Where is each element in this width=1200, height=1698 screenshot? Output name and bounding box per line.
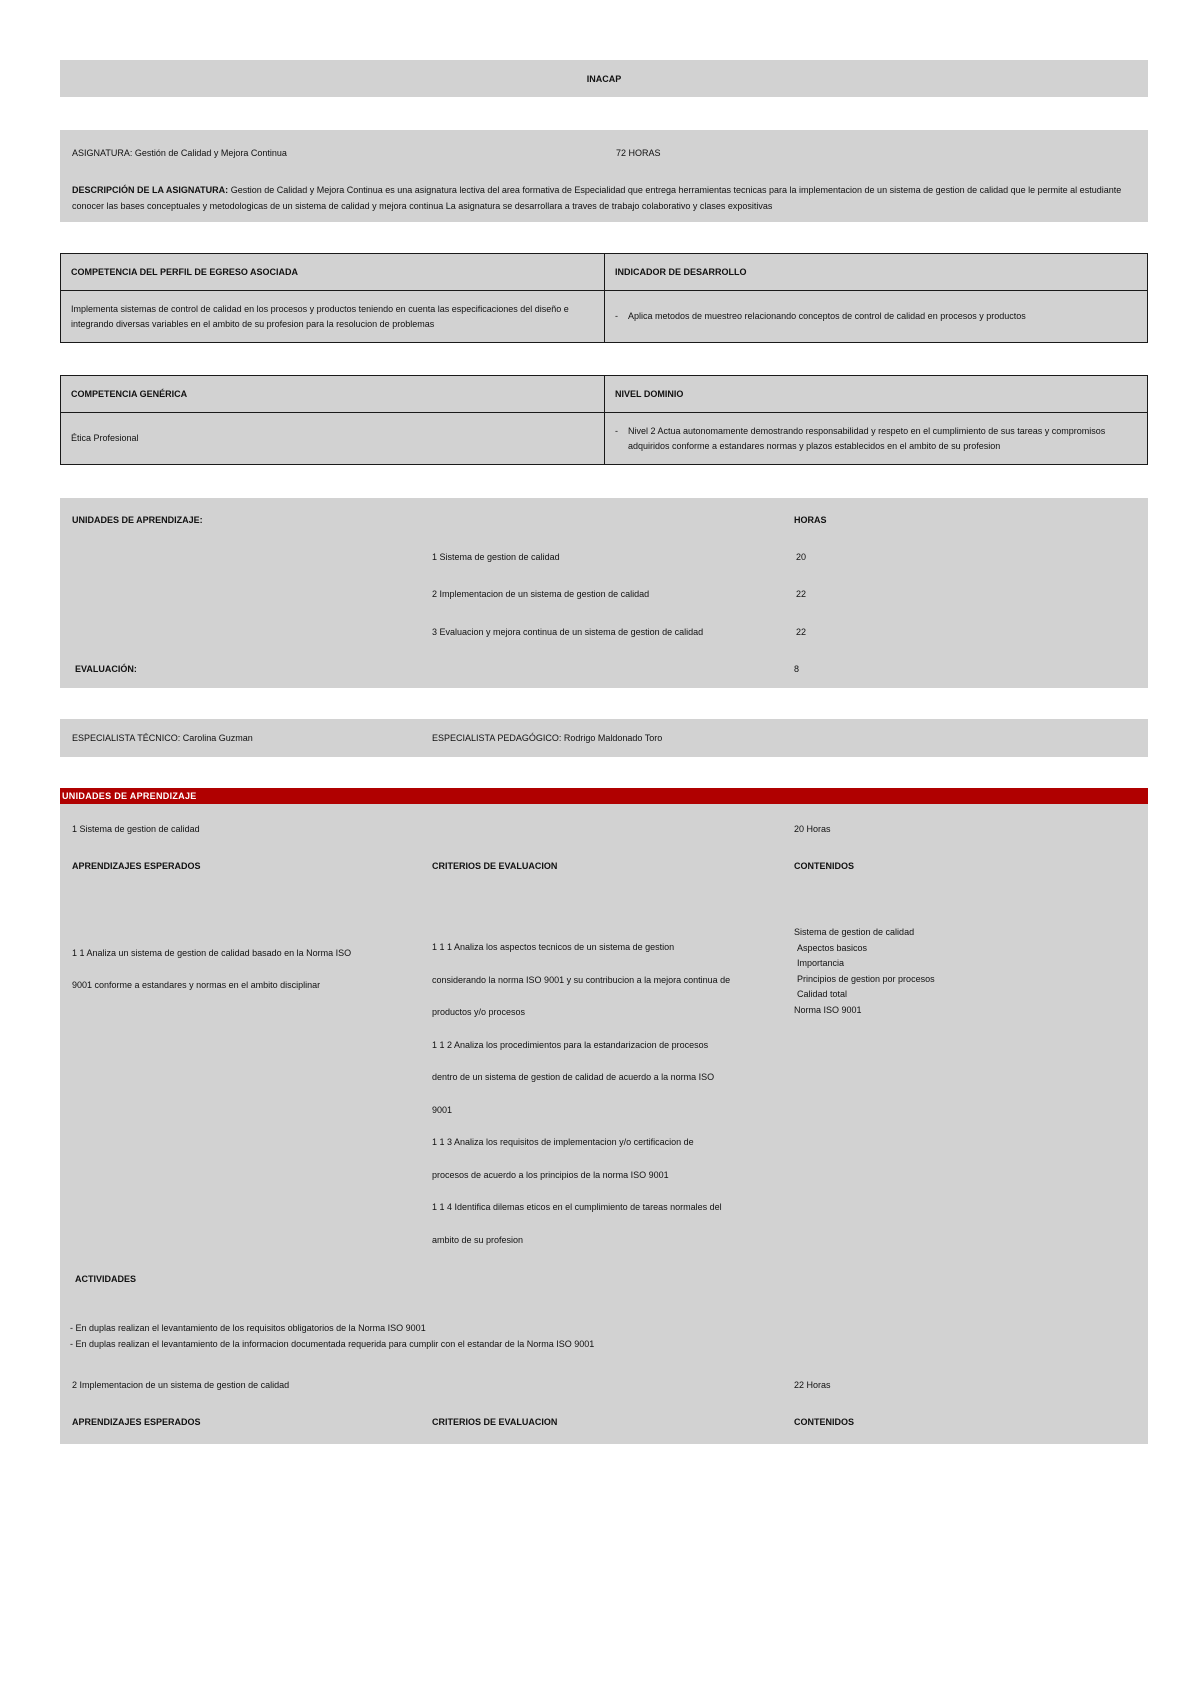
col-aprendizajes-header: APRENDIZAJES ESPERADOS xyxy=(72,861,201,871)
indicador-desarrollo-header: INDICADOR DE DESARROLLO xyxy=(605,254,1148,291)
nivel-dominio-cell xyxy=(605,413,1148,465)
unit1-hours: 20 Horas xyxy=(794,824,831,834)
especialista-pedagogico: ESPECIALISTA PEDAGÓGICO: Rodrigo Maldonado Toro xyxy=(432,733,663,743)
actividad-item: - En duplas realizan el levantamiento de los requisitos obligatorios de la Norma ISO 9001 xyxy=(70,1323,426,1333)
col-criterios-header: CRITERIOS DE EVALUACION xyxy=(432,861,558,871)
indicador-desarrollo-cell xyxy=(605,291,1148,343)
especialistas-block xyxy=(60,719,1148,757)
aprendizaje-text: 9001 conforme a estandares y normas en el ambito disciplinar xyxy=(72,980,321,990)
header-title: INACAP xyxy=(586,74,622,84)
criterio-line: productos y/o procesos xyxy=(432,1007,526,1017)
actividades-label: ACTIVIDADES xyxy=(75,1274,137,1284)
competencia-generica-header: COMPETENCIA GENÉRICA xyxy=(61,376,605,413)
contenido-item: Calidad total xyxy=(797,989,848,999)
unit2-title: 2 Implementacion de un sistema de gestion de calidad xyxy=(72,1380,290,1390)
criterio-line: 1 1 1 Analiza los aspectos tecnicos de un sistema de gestion xyxy=(432,942,675,952)
competencia-perfil-header: COMPETENCIA DEL PERFIL DE EGRESO ASOCIADA xyxy=(61,254,605,291)
contenidos-list xyxy=(794,925,935,1018)
unidad-item-name: 2 Implementacion de un sistema de gestion de calidad xyxy=(432,589,650,599)
bullet-dash: - xyxy=(615,425,618,436)
col-aprendizajes-header: APRENDIZAJES ESPERADOS xyxy=(72,1417,201,1427)
bullet-dash: - xyxy=(615,311,618,321)
unidades-section-title-text: UNIDADES DE APRENDIZAJE xyxy=(62,791,197,801)
header-bar xyxy=(60,60,1148,97)
course-hours: 72 HORAS xyxy=(616,148,661,158)
criterio-line: considerando la norma ISO 9001 y su contribucion a la mejora continua de xyxy=(432,974,731,985)
unidad-item-name: 1 Sistema de gestion de calidad xyxy=(432,552,560,562)
course-info-block xyxy=(60,130,1148,222)
criterio-line: 1 1 3 Analiza los requisitos de implementacion y/o certificacion de xyxy=(432,1137,694,1147)
nivel-dominio-header: NIVEL DOMINIO xyxy=(605,376,1148,413)
course-name: ASIGNATURA: Gestión de Calidad y Mejora Continua xyxy=(72,148,287,158)
contenido-item: Importancia xyxy=(797,958,845,968)
competencia-perfil-text: Implementa sistemas de control de calidad en los procesos y productos teniendo en cuenta las especificaciones del diseño e integrando diversas variables en el ambito de su profesion para la resolucion de problemas xyxy=(61,291,605,343)
contenido-item: Aspectos basicos xyxy=(797,942,868,953)
unidad-item-hours: 20 xyxy=(796,552,807,562)
criterio-line: dentro de un sistema de gestion de calidad de acuerdo a la norma ISO xyxy=(432,1072,715,1082)
competencia-perfil-table xyxy=(60,253,1148,343)
unidades-section-title xyxy=(60,788,1148,804)
course-description-text: Gestion de Calidad y Mejora Continua es una asignatura lectiva del area formativa de Especialidad que entrega herramientas tecnicas para la implementacion de un sistema de gestion de calidad que le permite al estudiante conocer las bases conceptuales y metodologicas de un sistema de calidad y mejora continua La asignatura se desarrollara a traves de trabajo colaborativo y clases expositivas xyxy=(72,185,1122,211)
unidad-item-name: 3 Evaluacion y mejora continua de un sistema de gestion de calidad xyxy=(432,627,704,637)
unidades-hours-label: HORAS xyxy=(794,515,827,525)
unidades-label: UNIDADES DE APRENDIZAJE: xyxy=(72,515,203,525)
criterio-line: ambito de su profesion xyxy=(432,1234,524,1245)
course-description xyxy=(72,182,1140,214)
col-contenidos-header: CONTENIDOS xyxy=(794,1417,855,1427)
evaluacion-hours: 8 xyxy=(794,664,800,674)
competencia-generica-table xyxy=(60,375,1148,465)
evaluacion-label: EVALUACIÓN: xyxy=(75,664,137,674)
col-contenidos-header: CONTENIDOS xyxy=(794,861,855,871)
indicador-desarrollo-text: Aplica metodos de muestreo relacionando conceptos de control de calidad en procesos y productos xyxy=(628,311,1026,321)
contenido-item: Sistema de gestion de calidad xyxy=(794,927,915,937)
criterio-line: 1 1 4 Identifica dilemas eticos en el cumplimiento de tareas normales del xyxy=(432,1202,722,1212)
competencia-generica-text: Ética Profesional xyxy=(61,413,605,465)
criterios-list xyxy=(432,941,772,1266)
course-description-label: DESCRIPCIÓN DE LA ASIGNATURA: xyxy=(72,185,229,195)
actividad-item: - En duplas realizan el levantamiento de la informacion documentada requerida para cumplir con el estandar de la Norma ISO 9001 xyxy=(70,1339,595,1349)
contenido-item: Principios de gestion por procesos xyxy=(797,973,935,984)
especialista-tecnico: ESPECIALISTA TÉCNICO: Carolina Guzman xyxy=(72,733,253,743)
unit2-hours: 22 Horas xyxy=(794,1380,831,1390)
col-criterios-header: CRITERIOS DE EVALUACION xyxy=(432,1417,558,1427)
contenido-item: Norma ISO 9001 xyxy=(794,1004,862,1015)
unidades-summary-block xyxy=(60,498,1148,688)
unit1-title: 1 Sistema de gestion de calidad xyxy=(72,824,200,834)
criterio-line: procesos de acuerdo a los principios de la norma ISO 9001 xyxy=(432,1169,669,1180)
unidad-item-hours: 22 xyxy=(796,589,807,599)
criterio-line: 1 1 2 Analiza los procedimientos para la estandarizacion de procesos xyxy=(432,1039,709,1050)
criterio-line: 9001 xyxy=(432,1104,453,1115)
unidad-item-hours: 22 xyxy=(796,627,807,637)
aprendizaje-text: 1 1 Analiza un sistema de gestion de calidad basado en la Norma ISO xyxy=(72,948,352,958)
nivel-dominio-text: Nivel 2 Actua autonomamente demostrando responsabilidad y respeto en el cumplimiento de sus tareas y compromisos adquiridos conforme a estandares normas y plazos establecidos en el ambito de su profesion xyxy=(628,425,1106,451)
